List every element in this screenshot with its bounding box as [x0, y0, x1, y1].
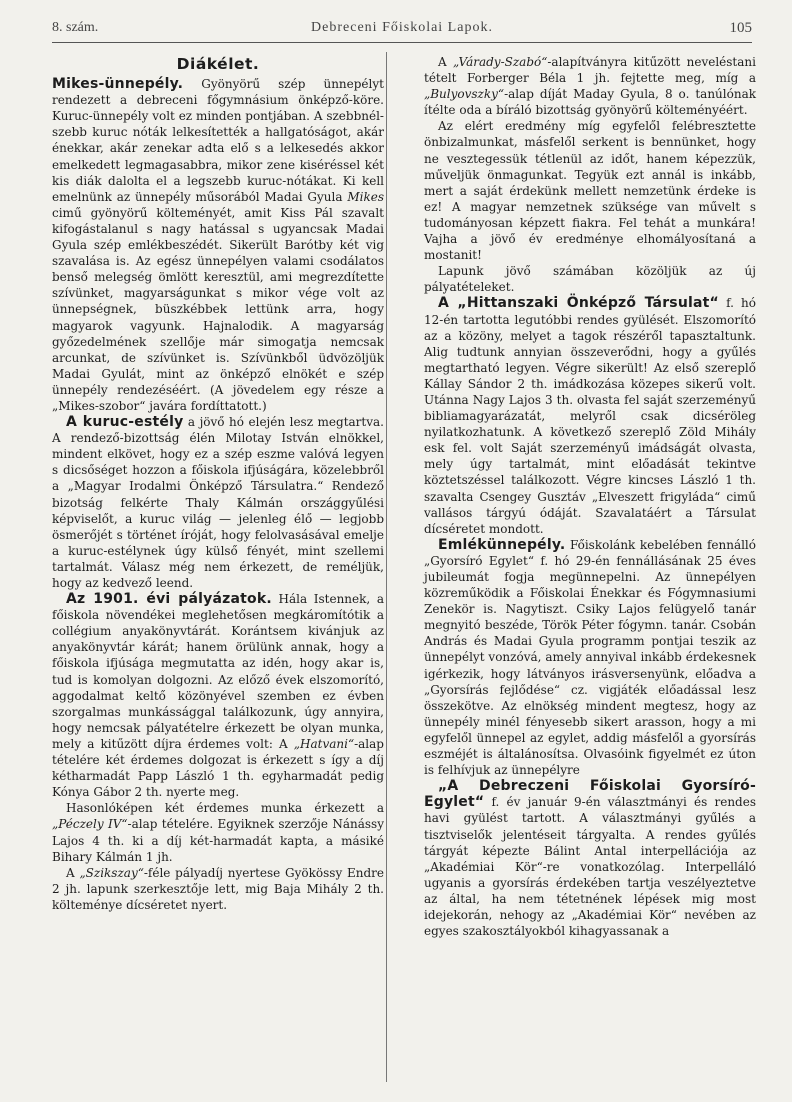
paragraph-text: Főiskolánk kebelében fennálló „Gyorsíró Egylet“ f. hó 29-én fennállásának 25 éves jubileumát fogja megünnepelni. Az ünnepélyen közreműködik a Főiskolai Énekkar és Fógymnasiumi Zenekör is. Nagytiszt. Csiky Lajos felügyelő tanár megnyitó beszéde, Török Péter fógymn. tanár. Csobán András és Madai Gyula programm pontjai teszik az ünnepélyt vonzóvá, amely annyival inkább érdekesnek igérkezik, hogy látványos irásversenyünk, előadva a „Gyorsírás fejlődése“ cz. vigjáték előadással lesz összekötve. Az elnökség mindent megtesz, hogy az ünnepély minél fényesebb sikert arasson, hogy a mi egyfelől ünnepel az egylet, addig másfelől a gyorsírás eszméjét is általánosítsa. Olvasóink figyelmét ez úton is felhívjuk az ünnepélyre [424, 537, 756, 778]
fund-name: „Hatvani“ [293, 736, 355, 751]
heading-emlekunnepely: Emlékünnepély. [438, 536, 566, 553]
paragraph-mikes [52, 76, 384, 414]
running-header [52, 20, 752, 42]
header-rule [52, 42, 752, 43]
paragraph-szikszay [52, 865, 384, 913]
paragraph-text: f. év január 9-én választmányi és rendes havi gyülést tartott. A választmányi gyűlés a tisztviselők jelentéseit tárgyalta. A rendes gyűlés tárgyát képezte Bálint Antal interpellációja az „Akadémiai Kör“-re vonatkozólag. Interpelláló ugyanis a gyorsírás érdekében tartja veszélyeztetve az által, ha nem tétetnének lépések mig most idejekorán, nehogy az „Akadémiai Kör“ nevében az egyes szakosztályokból kihagyassanak a [424, 795, 756, 939]
issue-number: 8. szám. [52, 20, 99, 35]
section-title: Diákélet. [176, 55, 260, 73]
paragraph-hittanszaki [424, 295, 756, 536]
paragraph-text: A [66, 865, 75, 880]
paragraph-text: Gyönyörű szép ünnepélyt rendezett a debreceni főgymnásium önképző-köre. Kuruc-ünnepély volt ez minden pontjában. A szebbnél-szebb kuruc nóták lelkesítették a hallgatóságot, akár énekkar, akár zenekar adta elő s a lelkesedés akkor emelkedett legmagasabbra, mikor zene kiséréssel két kis diák dalolta el a legszebb kuruc-nótákat. Ki kell emelnünk az ünnepély műsorából Madai Gyula [52, 77, 384, 204]
paragraph-varady [424, 54, 756, 118]
fund-name: „Bulyovszky“ [424, 87, 505, 102]
paragraph-kuruc [52, 414, 384, 591]
heading-mikes: Mikes-ünnepély. [52, 76, 184, 93]
fund-name: „Szikszay“ [79, 865, 144, 880]
paragraph-text: -alap tételére. Egyiknek szerzője Nánássy Lajos 4 th. ki a díj két-harmadát kapta, a másiké Bihary Kálmán 1 jh. [52, 817, 384, 864]
fund-name: „Péczely IV“ [52, 817, 128, 832]
paragraph-peczely [52, 800, 384, 864]
paragraph-text: -alap díját Maday Gyula, 8 o. tanúlónak ítélte oda a bíráló bizottság gyönyörű költeményéért. [424, 87, 756, 118]
paragraph-emlekunnepely [424, 537, 756, 778]
paragraph-text: -alapítványra kitűzött neveléstani tételt Forberger Béla 1 jh. fejtette meg, míg a [424, 55, 756, 86]
heading-gyorsiro: „A Debreczeni Főiskolai Gyorsíró-Egylet“ [424, 778, 756, 811]
paragraph-text: f. hó 12-én tartotta legutóbbi rendes gyülését. Elszomorító az a közöny, melyet a tagok részéről tapasztaltunk. Alig tudtunk annyian összeverődni, hogy a gyűlés megtartható legyen. Végre sikerült! Az első szereplő Kállay Sándor 2 th. imádkozása közepes sikerű volt. Utánna Nagy Lajos 3 th. olvasta fel saját szerzeményű bibliamagyarázatát, melyről csak dicséröleg nyilatkozhatunk. A következő szereplő Zöld Mihály esk fel. volt Saját szerzeményű imádságát olvasta, mely úgy tartalmát, mint előadását tekintve köztetszéssel találkozott. Végre kincses László 1 th. szavalta Csengey Gusztáv „Elveszett frigyláda“ cimű vallásos tárgyú ódáját. Szavalatáért a Társulat dícséretet mondott. [424, 296, 756, 536]
paragraph-text: -alap tételére két érdemes dolgozat is érkezett s így a díj kétharmadát Papp László 1 th. egyharmadát pedig Kónya Gábor 2 th. nyerte meg. [52, 736, 384, 800]
poem-title: Mikes [347, 189, 384, 204]
journal-title: Debreceni Főiskolai Lapok. [311, 20, 493, 35]
paragraph-gyorsiro [424, 778, 756, 939]
column-divider [386, 52, 387, 1082]
paragraph-text: A [438, 55, 447, 69]
fund-name: „Várady-Szabó“ [452, 55, 548, 69]
heading-kuruc: A kuruc-estély [66, 414, 184, 431]
paragraph-text: -féle pályadíj nyertese Gyökössy Endre 2 jh. lapunk szerkesztője lett, mig Baja Mihály 2 th. költeménye dícséretet nyert. [52, 865, 384, 912]
paragraph-text: Az elért eredmény míg egyfelől felébresztette önbizalmunkat, másfelől serkent is bennünket, hogy ne vesztegessük tétlenül az időt, hanem képezzük, műveljük önmagunkat. Tegyük ezt annál is inkább, mert a saját érdekünk mellett nemzetünk érdeke is ez! A magyar nemzetnek szüksége van művelt s tudományosan képzett fiakra. Fel tehát a munkára! Vajha a jövő év eredménye elhomályosítaná a mostanit! [424, 119, 756, 263]
left-column [52, 54, 384, 913]
paragraph-text: Hála Istennek, a főiskola növendékei meglehetősen megkáromítótik a collégium anyakönyvtárát. Korántsem kivánjuk az anyakönyvtár kárát; hanem örülünk annak, hogy a főiskola ifjúsága megmutatta az idén, hogy akar is, tud is komolyan dolgozni. Az előző évek elszomorító, aggodalmat keltő közönyével szemben ez évben szorgalmas munkássággal találkozunk, úgy annyira, hogy nemcsak pályatételre érkezett be olyan munka, mely a kitűzött díjra érdemes volt: A [52, 592, 384, 751]
paragraph-text: Lapunk jövő számában közöljük az új pályatételeket. [424, 264, 756, 295]
paragraph-text: a jövő hó elején lesz megtartva. A rendező-bizottság élén Milotay István elnökkel, mindent elkövet, hogy ez a szép eszme valóvá legyen s dicsőséget hozzon a főiskola ifjúságára, közelebbről a „Magyar Irodalmi Önképző Társulatra.“ Rendező bizotság felkérte Thaly Kálmán országgyűlési képviselőt, a kuruc világ — jelenleg élő — legjobb ösmerőjét s történet íróját, hogy felolvasásával emelje a kuruc-estélynek úgy külső fényét, mint szellemi tartalmát. Válasz még nem érkezett, de reméljük, hogy az kedvező leend. [52, 415, 384, 590]
paragraph-palyatetelek [424, 263, 756, 295]
paragraph-eredmeny [424, 118, 756, 263]
right-column [424, 54, 756, 939]
heading-palyazatok: Az 1901. évi pályázatok. [66, 591, 272, 608]
page-number: 105 [729, 20, 752, 36]
paragraph-text: cimű gyönyörű költeményét, amit Kiss Pál szavalt kifogástalanul s nagy hatással s ugyancsak Madai Gyula szép emlékbeszédét. Sikerült Barótby két vig szavalása is. Az egész ünnepélyen valami csodálatos benső melegség ömlött keresztül, ami megrezdítette szívünket, magyarságunkat s mikor vége volt az ünnepségnek, büszkébbek lettünk arra, hogy magyarok vagyunk. Hajnalodik. A magyarság győzedelmének szellője már simogatja nemcsak arcunkat, de szívünket is. Szívünkből üdvözöljük Madai Gyulát, mint az önképző elnökét e szép ünnepély rendezéséért. (A jövedelem egy része a „Mikes-szobor“ javára fordíttatott.) [52, 205, 384, 413]
paragraph-palyazatok [52, 591, 384, 800]
heading-hittanszaki: A „Hittanszaki Önképző Társulat“ [438, 295, 719, 312]
paragraph-text: Hasonlóképen két érdemes munka érkezett a [66, 801, 384, 816]
